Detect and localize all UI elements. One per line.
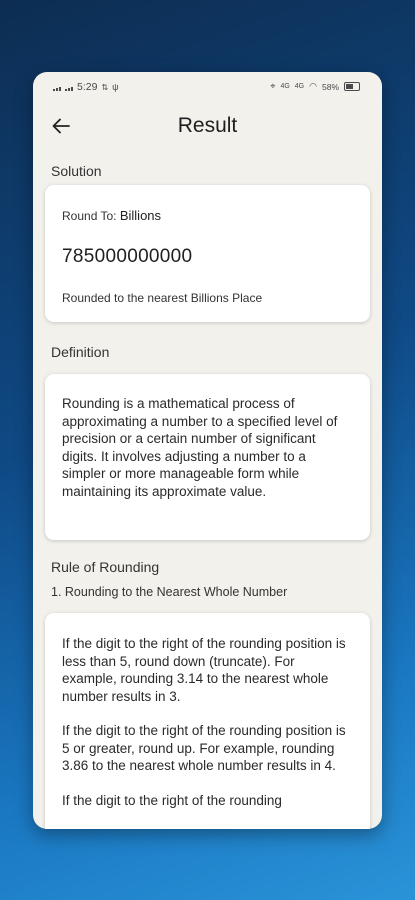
status-time: 5:29 — [77, 81, 98, 93]
rules-section-label: Rule of Rounding — [51, 559, 160, 575]
result-caption: Rounded to the nearest Billions Place — [62, 291, 263, 305]
signal-2-icon — [65, 83, 73, 91]
wifi-icon: ◠ — [309, 81, 317, 91]
rule-paragraph: If the digit to the right of the rounding position is less than 5, round down (truncate). For example, rounding 3.14 to the nearest whole number results in 3. — [62, 636, 346, 704]
data-transfer-icon: ⇅ — [101, 82, 109, 92]
status-bar — [33, 72, 382, 100]
status-right — [270, 81, 360, 92]
solution-card — [45, 185, 370, 322]
definition-section-label: Definition — [51, 344, 110, 360]
battery-percent: 58% — [321, 81, 339, 92]
rule-paragraph: If the digit to the right of the rounding — [62, 792, 282, 808]
round-to-row — [62, 208, 161, 223]
location-icon: ⌖ — [270, 81, 276, 91]
status-left — [53, 81, 119, 93]
battery-icon — [344, 82, 360, 91]
signal-icon — [53, 83, 61, 91]
round-to-value: Billions — [119, 208, 162, 223]
app-bar — [33, 106, 382, 146]
rule-paragraph: If the digit to the right of the rounding position is 5 or greater, round up. For example, rounding 3.86 to the nearest whole number results in 4. — [62, 723, 346, 773]
hd-signal-icon: 4G — [280, 83, 290, 90]
result-number: 785000000000 — [62, 246, 193, 267]
solution-section-label: Solution — [51, 163, 102, 179]
usb-icon: ψ — [112, 82, 119, 92]
phone-screen — [33, 72, 382, 829]
definition-card — [45, 374, 370, 540]
hd-signal-2-icon: 4G — [294, 83, 305, 90]
rules-card — [45, 613, 370, 829]
page-title: Result — [177, 114, 238, 137]
round-to-label: Round To: — [62, 209, 117, 223]
definition-text: Rounding is a mathematical process of approximating a number to a specified level of precision or a certain number of significant digits. It involves adjusting a number to a simpler or more manageable form while maintaining its approximate value. — [62, 396, 338, 499]
rules-subheading: 1. Rounding to the Nearest Whole Number — [51, 585, 288, 599]
